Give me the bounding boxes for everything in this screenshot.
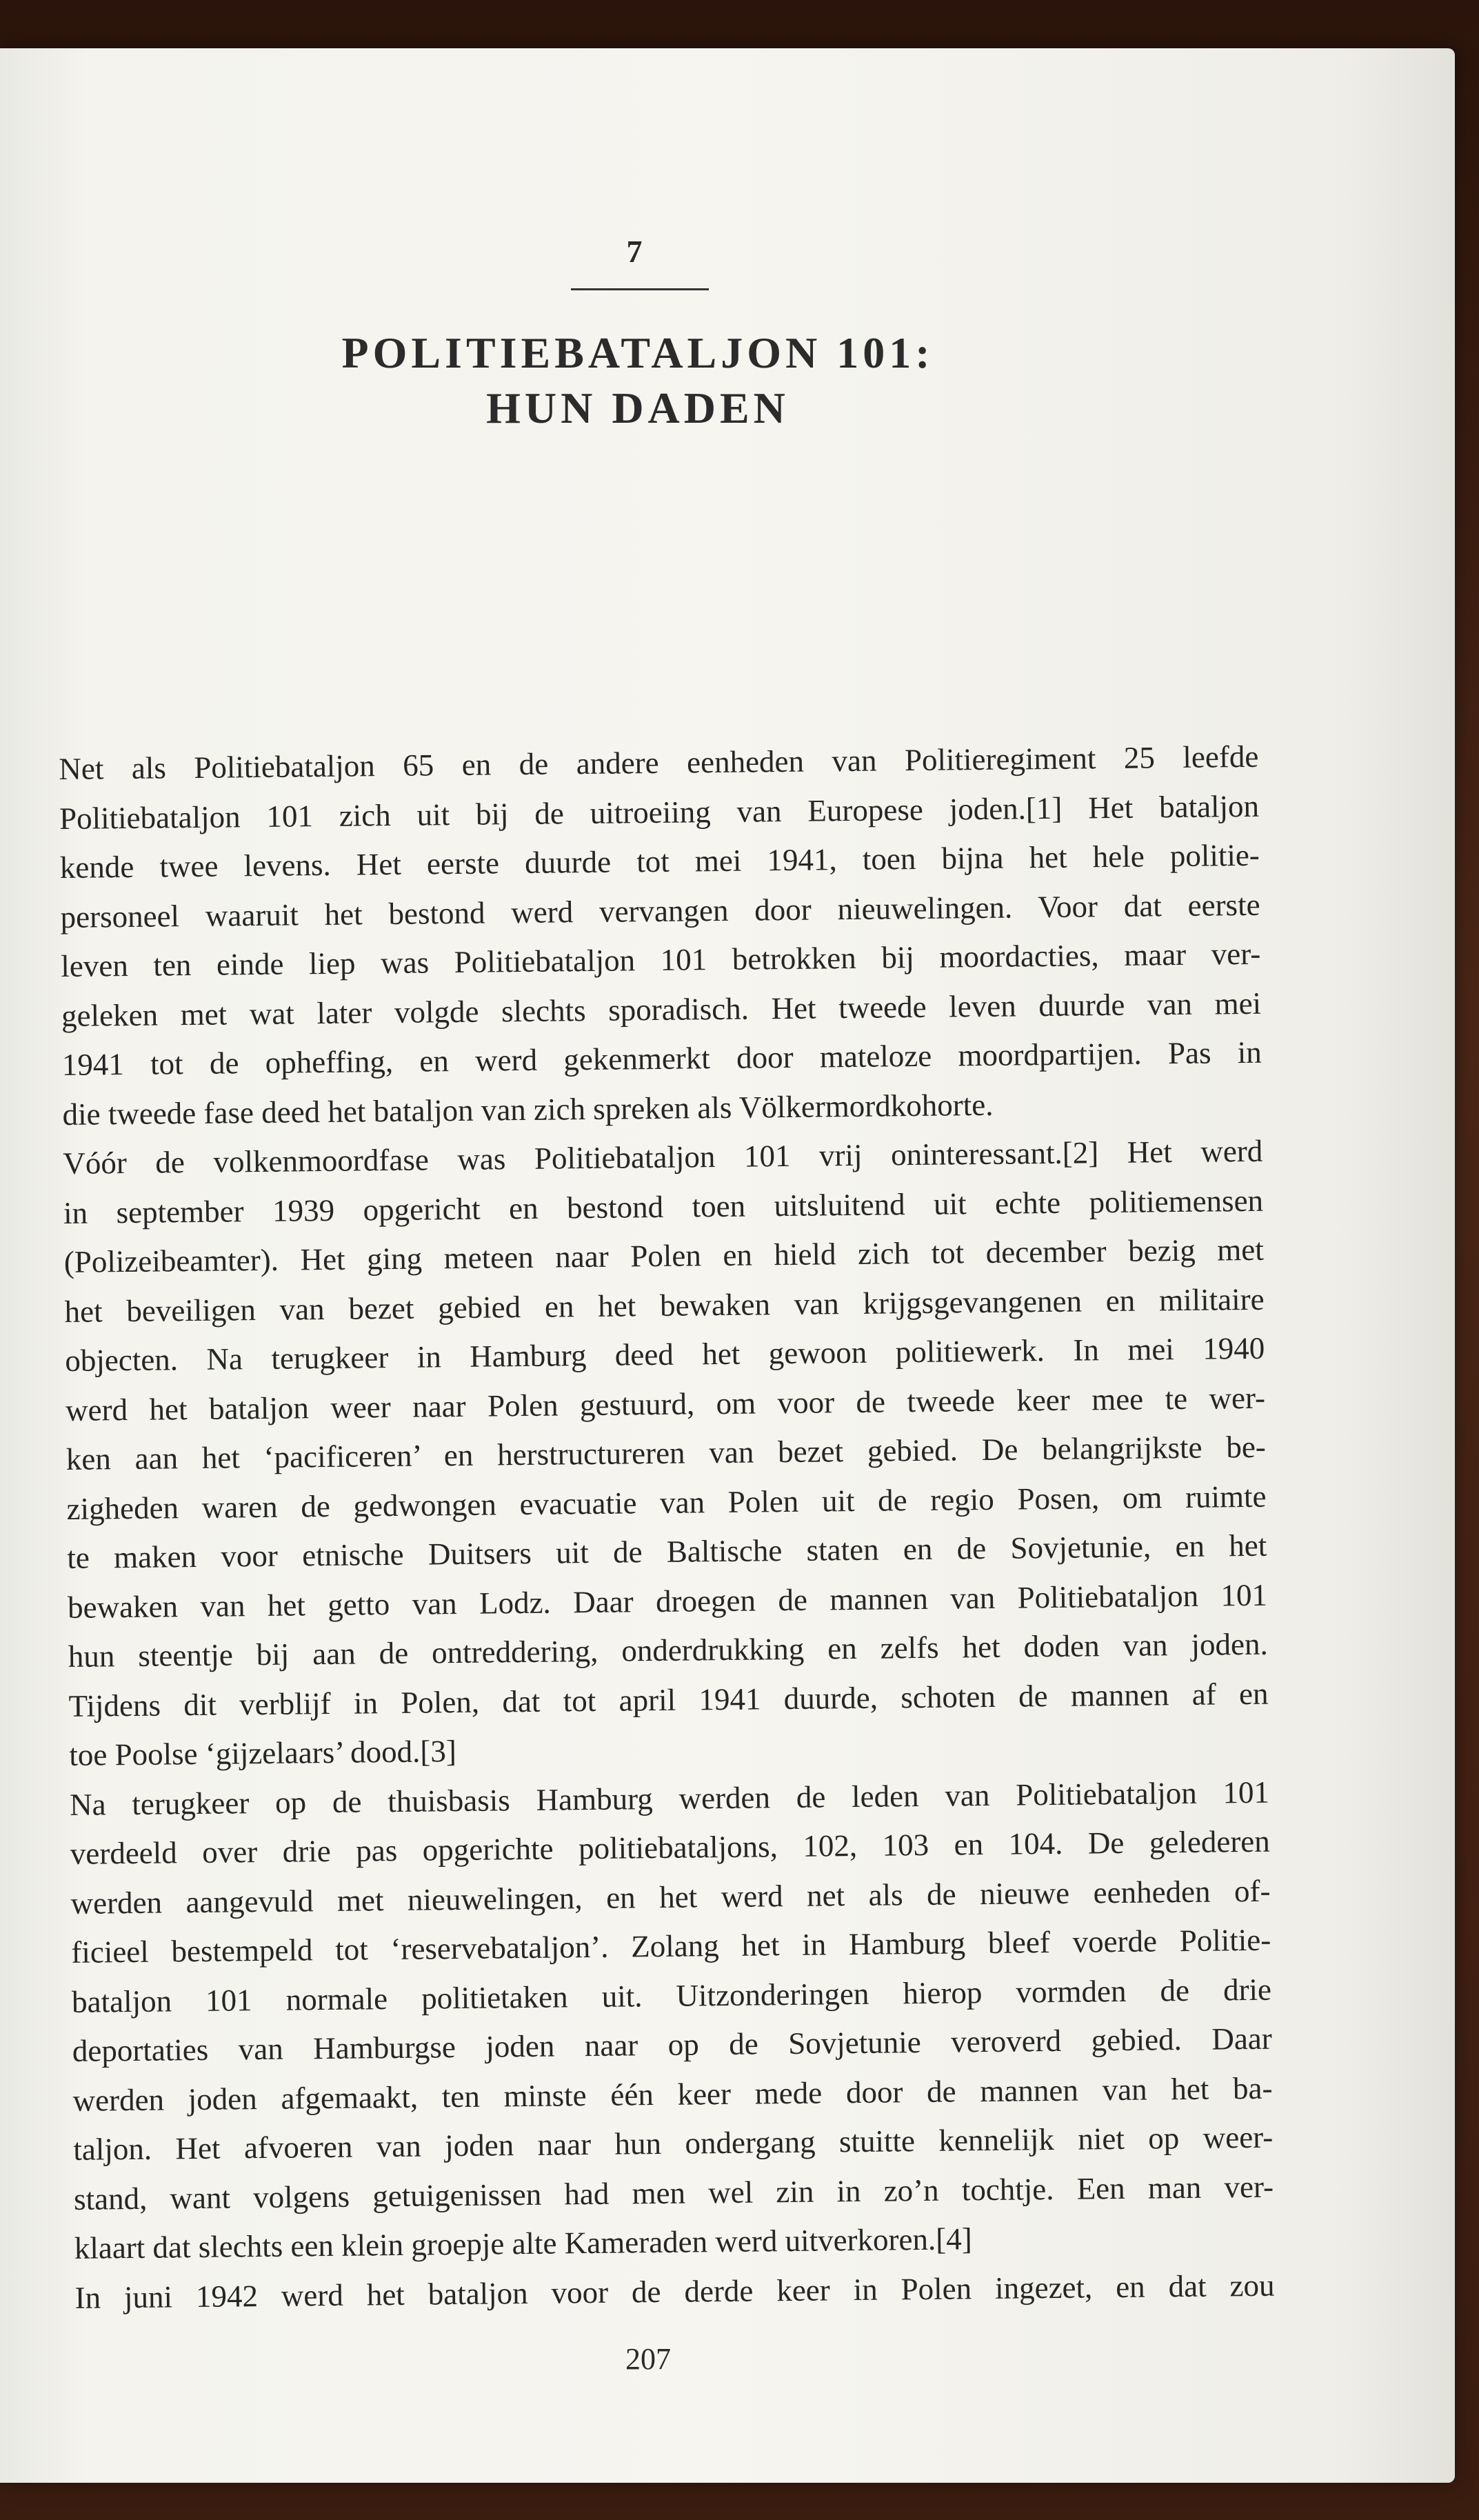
body-line: bataljon 101 normale politietaken uit. Uitzonderingen hierop vormden de drie [71,1972,1272,2019]
book-page [0,48,1455,2483]
body-line: geleken met wat later volgde slechts sporadisch. Het tweede leven duurde van mei [61,986,1262,1033]
body-line: verdeeld over drie pas opgerichte politiebataljons, 102, 103 en 104. De gelederen [70,1823,1271,1871]
body-line: Tijdens dit verblijf in Polen, dat tot april 1941 duurde, schoten de mannen af en [68,1676,1269,1723]
body-line: in september 1939 opgericht en bestond toen uitsluitend uit echte politiemensen [63,1183,1264,1230]
body-line: werden joden afgemaakt, ten minste één keer mede door de mannen van het ba- [72,2070,1273,2118]
body-line: objecten. Na terugkeer in Hamburg deed het gewoon politiewerk. In mei 1940 [65,1330,1265,1378]
body-line: toe Poolse ‘gijzelaars’ dood.[3] [69,1734,457,1772]
body-line: Net als Politiebataljon 65 en de andere eenheden van Politieregiment 25 leefde [59,739,1259,786]
body-line: (Polizeibeamter). Het ging meteen naar Polen en hield zich tot december bezig met [63,1232,1265,1279]
chapter-rule [571,288,709,290]
body-line: Vóór de volkenmoordfase was Politiebataljon 101 vrij oninteressant.[2] Het werd [63,1133,1263,1181]
body-line: kende twee levens. Het eerste duurde tot mei 1941, toen bijna het hele politie- [59,837,1260,885]
body-line: In juni 1942 werd het bataljon voor de derde keer in Polen ingezet, en dat zou [74,2268,1275,2315]
body-line: leven ten einde liep was Politiebataljon 101 betrokken bij moordacties, maar ver- [61,936,1261,983]
body-line: zigheden waren de gedwongen evacuatie van Polen uit de regio Posen, om ruimte [66,1479,1267,1526]
chapter-number: 7 [626,234,643,269]
chapter-title-line-1: POLITIEBATALJON 101: [341,328,934,377]
body-line: deportaties van Hamburgse joden naar op de Sovjetunie veroverd gebied. Daar [72,2021,1272,2068]
body-line: klaart dat slechts een klein groepje alte Kameraden werd uitverkoren.[4] [74,2221,972,2266]
body-line: te maken voor etnische Duitsers uit de Baltische staten en de Sovjetunie, en het [67,1528,1267,1575]
body-text [59,732,1275,2323]
chapter-title [207,326,1069,436]
body-line: ficieel bestempeld tot ‘reservebataljon’. Zolang het in Hamburg bleef voerde Politie- [71,1922,1271,1970]
body-line: het beveiligen van bezet gebied en het bewaken van krijgsgevangenen en militaire [64,1281,1265,1329]
body-line: personeel waaruit het bestond werd vervangen door nieuwelingen. Voor dat eerste [60,887,1260,934]
body-line: ken aan het ‘pacificeren’ en herstructureren van bezet gebied. De belangrijkste be- [66,1429,1267,1477]
body-line: Na terugkeer op de thuisbasis Hamburg werden de leden van Politiebataljon 101 [69,1774,1270,1822]
body-line: 1941 tot de opheffing, en werd gekenmerkt door mateloze moordpartijen. Pas in [61,1034,1262,1082]
body-line: stand, want volgens getuigenissen had men wel zin in zo’n tochtje. Een man ver- [73,2169,1274,2217]
body-line: die tweede fase deed het bataljon van zich spreken als Völkermordkohorte. [62,1087,994,1132]
page-number: 207 [625,2342,671,2376]
body-line: hun steentje bij aan de ontreddering, onderdrukking en zelfs het doden van joden. [68,1626,1269,1674]
body-line: bewaken van het getto van Lodz. Daar droegen de mannen van Politiebataljon 101 [67,1577,1268,1625]
body-line: taljon. Het afvoeren van joden naar hun ondergang stuitte kennelijk niet op weer- [73,2119,1274,2167]
body-line: Politiebataljon 101 zich uit bij de uitroeiing van Europese joden.[1] Het bataljon [59,788,1260,836]
chapter-title-line-2: HUN DADEN [486,383,789,432]
body-line: werd het bataljon weer naar Polen gestuurd, om voor de tweede keer mee te wer- [65,1380,1266,1428]
body-line: werden aangevuld met nieuwelingen, en het werd net als de nieuwe eenheden of- [70,1873,1271,1921]
